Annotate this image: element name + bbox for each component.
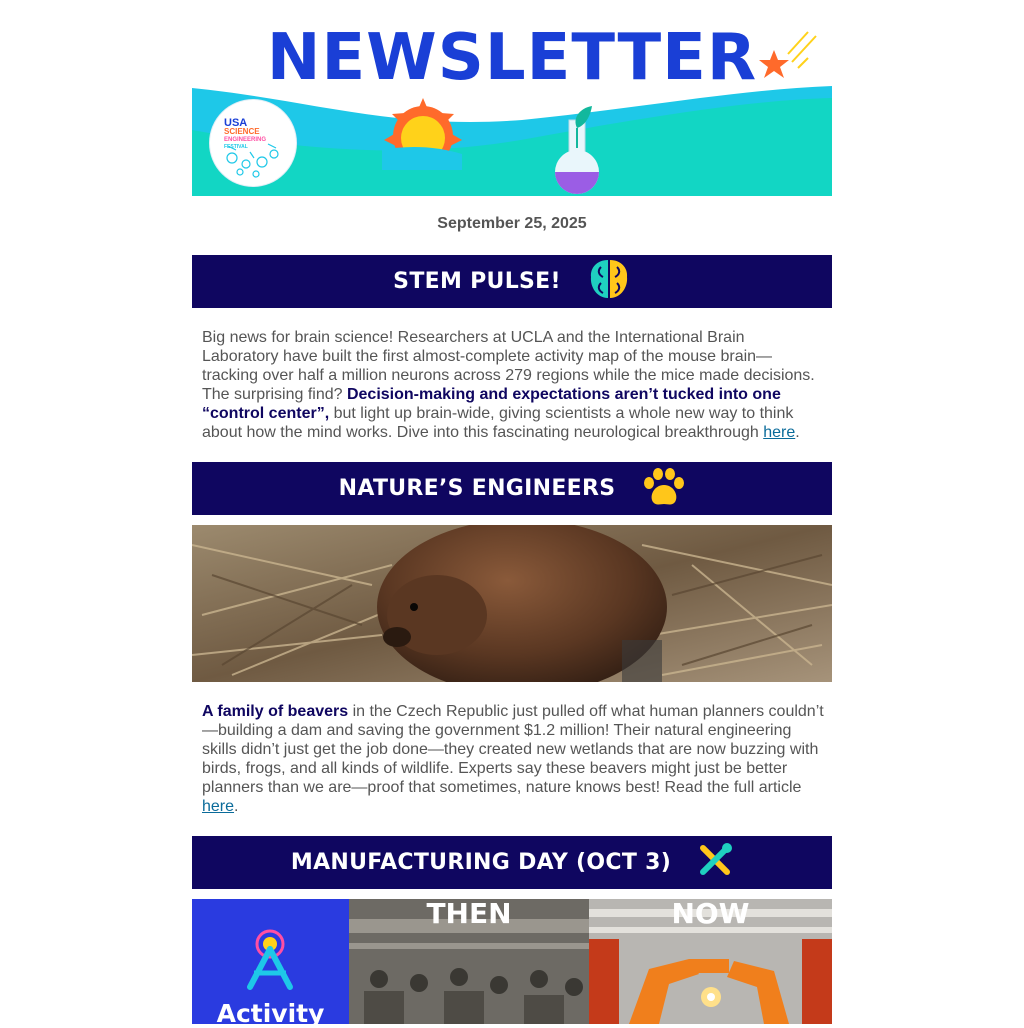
article-text: in the Czech Republic just pulled off what human planners couldn’t—building a dam and saving the government $1.2 million! Their natural engineering skills didn’t just get the job done—they created new wetlands that are now buzzing with birds, frogs, and all kinds of wildlife. Experts say these beavers might just be better planners than we are—proof that sometimes, nature knows best! Read the full article (202, 703, 824, 796)
tools-icon (697, 842, 733, 883)
article-text: . (795, 424, 800, 441)
now-label: NOW (671, 899, 750, 930)
article-highlight: Decision-making and expectations aren’t tucked into one “control center”, (202, 386, 781, 422)
beaver-article (202, 702, 824, 816)
beaver-article-link[interactable]: here (202, 798, 235, 815)
then-panel (349, 899, 589, 1024)
article-highlight: A family of beavers (202, 703, 349, 720)
then-label: THEN (426, 899, 512, 930)
paw-icon (641, 464, 685, 513)
newsletter-header (192, 20, 832, 196)
logo-text: SCIENCE (224, 127, 260, 136)
article-text: Big news for brain science! Researchers at UCLA and the International Brain Laboratory have built the first almost-complete activity map of the mouse brain—tracking over half a million neurons across 279 regions while the mice made decisions. The surprising find? (202, 329, 815, 403)
section-title: MANUFACTURING DAY (OCT 3) (290, 850, 672, 875)
section-title: NATURE’S ENGINEERS (338, 476, 616, 501)
activity-label: Activity (216, 999, 325, 1028)
compass-icon (192, 899, 349, 994)
article-text: but light up brain-wide, giving scientists a whole new way to think about how the mind works. Dive into this fascinating neurological breakthrough (202, 405, 794, 441)
beaver-photo (192, 525, 832, 682)
manufacturing-panels (192, 899, 832, 1028)
stem-pulse-link[interactable]: here (763, 424, 796, 441)
logo-text: FESTIVAL (224, 144, 248, 150)
stem-pulse-article (202, 328, 824, 442)
festival-logo (210, 100, 296, 186)
newsletter-title: NEWSLETTER (266, 21, 758, 95)
brain-icon (587, 257, 631, 306)
issue-date: September 25, 2025 (437, 215, 587, 232)
activity-panel[interactable] (192, 899, 349, 1028)
section-header-manufacturing-day (192, 836, 832, 889)
article-text: . (234, 798, 239, 815)
section-header-stem-pulse (192, 255, 832, 308)
section-header-natures-engineers (192, 462, 832, 515)
logo-text: ENGINEERING (224, 137, 267, 143)
logo-text: USA (224, 117, 248, 129)
section-title: STEM PULSE! (393, 269, 561, 294)
sun-icon (382, 98, 462, 170)
now-panel (589, 899, 832, 1024)
logo-doodles (210, 100, 296, 186)
